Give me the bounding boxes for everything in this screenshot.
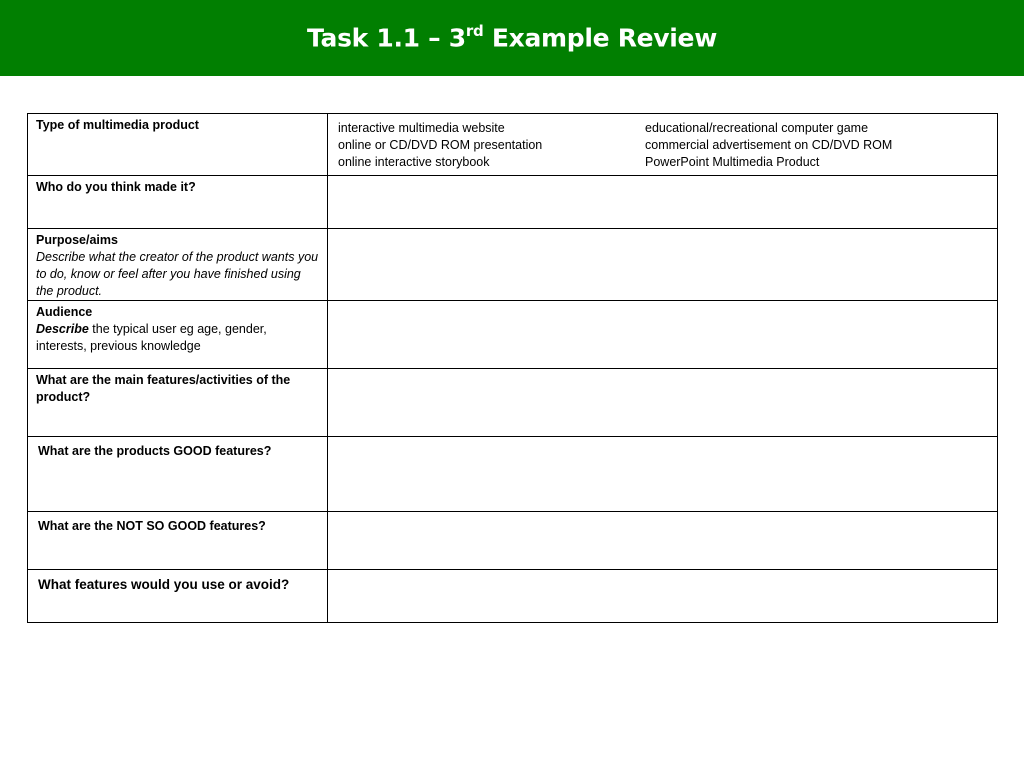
purpose-answer-cell[interactable] — [328, 229, 998, 301]
type-option: online interactive storybook — [338, 155, 490, 169]
audience-label-cell — [28, 301, 328, 369]
title-superscript: rd — [465, 22, 484, 41]
good-answer-cell[interactable] — [328, 437, 998, 512]
row-type — [28, 114, 998, 176]
not-so-good-answer-cell[interactable] — [328, 512, 998, 570]
row-use-avoid — [28, 570, 998, 623]
features-label: What are the main features/activities of the product? — [36, 373, 291, 404]
features-label-cell — [28, 369, 328, 437]
type-options-cell — [328, 114, 998, 176]
good-label-cell — [28, 437, 328, 512]
purpose-label-cell — [28, 229, 328, 301]
type-options — [328, 114, 997, 171]
audience-heading: Audience — [36, 305, 93, 319]
title-prefix: Task 1.1 – 3 — [306, 23, 466, 53]
row-who — [28, 176, 998, 229]
purpose-description: Describe what the creator of the product wants you to do, know or feel after you have finished using the product. — [36, 250, 319, 298]
features-answer-cell[interactable] — [328, 369, 998, 437]
title-suffix: Example Review — [483, 23, 718, 53]
type-option: PowerPoint Multimedia Product — [645, 155, 820, 169]
type-label-cell — [28, 114, 328, 176]
purpose-heading: Purpose/aims — [36, 233, 118, 247]
audience-description — [36, 321, 319, 355]
use-avoid-label-cell — [28, 570, 328, 623]
not-so-good-label: What are the NOT SO GOOD features? — [38, 519, 266, 533]
audience-description-emphasis: Describe — [36, 322, 89, 336]
not-so-good-label-cell — [28, 512, 328, 570]
good-label: What are the products GOOD features? — [38, 444, 272, 458]
audience-answer-cell[interactable] — [328, 301, 998, 369]
who-label: Who do you think made it? — [36, 180, 196, 194]
title-bar — [0, 0, 1024, 76]
type-option: online or CD/DVD ROM presentation — [338, 138, 543, 152]
row-good — [28, 437, 998, 512]
use-avoid-answer-cell[interactable] — [328, 570, 998, 623]
use-avoid-label: What features would you use or avoid? — [38, 577, 290, 592]
review-table — [27, 113, 998, 623]
type-option: interactive multimedia website — [338, 121, 505, 135]
row-audience — [28, 301, 998, 369]
who-label-cell — [28, 176, 328, 229]
row-purpose — [28, 229, 998, 301]
type-label: Type of multimedia product — [36, 118, 199, 132]
type-option: commercial advertisement on CD/DVD ROM — [645, 138, 893, 152]
row-features — [28, 369, 998, 437]
audience-description-rest: the typical user eg age, gender, interests, previous knowledge — [36, 322, 267, 353]
type-option: educational/recreational computer game — [645, 121, 869, 135]
row-not-so-good — [28, 512, 998, 570]
who-answer-cell[interactable] — [328, 176, 998, 229]
page-title — [307, 23, 717, 52]
